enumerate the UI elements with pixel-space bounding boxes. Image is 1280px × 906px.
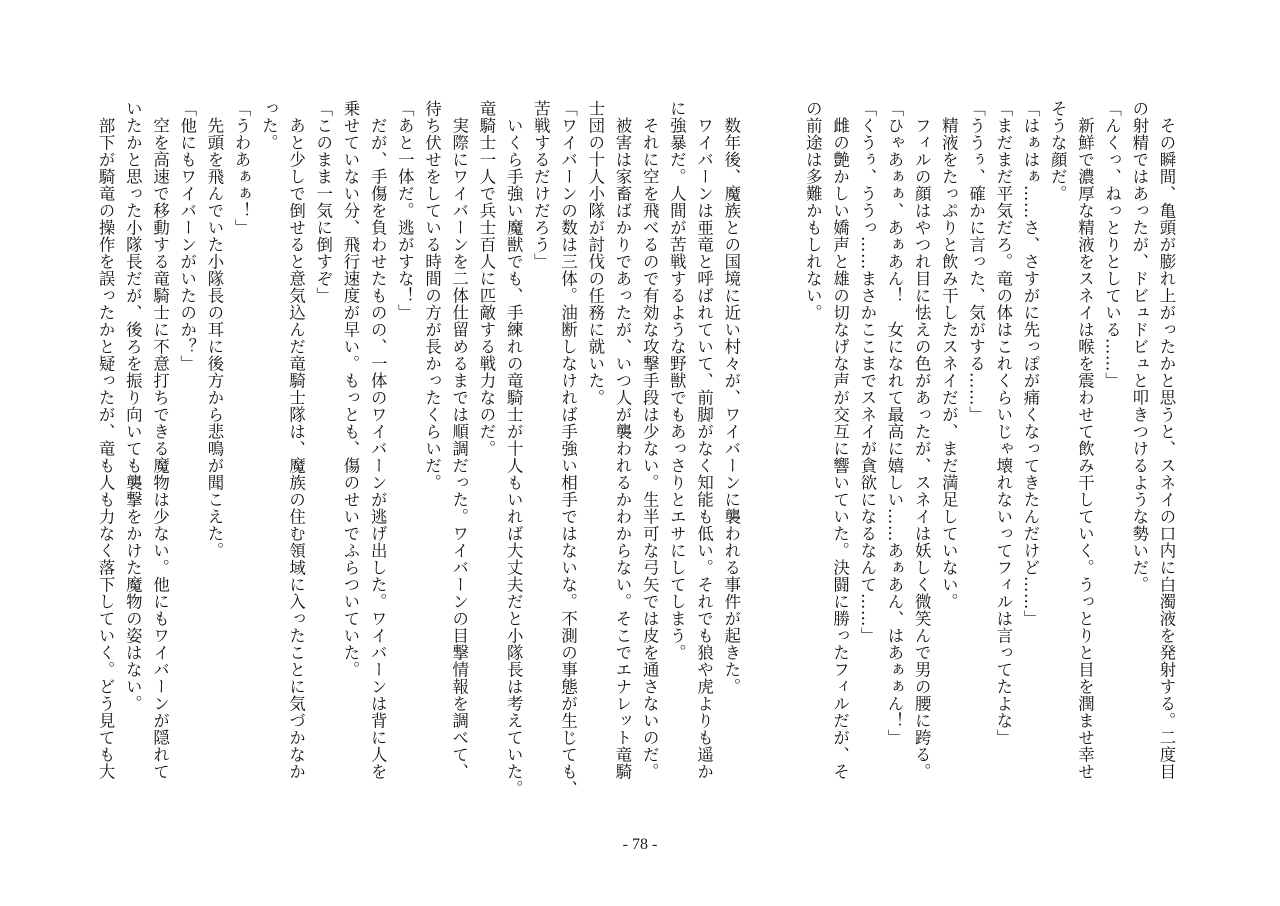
text-line: 苦戦するだけだろう」 bbox=[531, 100, 551, 270]
blank-line bbox=[745, 100, 772, 820]
text-line: 「うわあぁぁ！」 bbox=[232, 100, 252, 236]
text-line: 竜騎士一人で兵士百人に匹敵する戦力なのだ。 bbox=[476, 100, 496, 457]
text-line: 「くうぅ、ううっ……まさかここまでスネイが貪欲になるなんて……」 bbox=[857, 100, 877, 644]
text-line: いくら手強い魔獣でも、手練れの竜騎士が十人もいれば大丈夫だと小隊長は考えていた。 bbox=[504, 100, 524, 797]
text-line: った。 bbox=[259, 100, 279, 151]
text-line: 数年後、魔族との国境に近い村々が、ワイバーンに襲われる事件が起きた。 bbox=[721, 100, 741, 695]
text-line: 「まだまだ平気だろ。竜の体はこれくらいじゃ壊れないってフィルは言ってたよな」 bbox=[993, 100, 1013, 746]
text-line: 部下が騎竜の操作を誤ったかと疑ったが、竜も人も力なく落下していく。どう見ても大 bbox=[96, 100, 116, 780]
text-line: 士団の十人小隊が討伐の任務に就いた。 bbox=[585, 100, 605, 406]
text-line: の射精ではあったが、ドビュドビュと叩きつけるような勢いだ。 bbox=[1129, 100, 1149, 593]
text-line: いたかと思った小隊長だが、後ろを振り向いても襲撃をかけた魔物の姿はない。 bbox=[123, 100, 143, 712]
text-line: 空を高速で移動する竜騎士に不意打ちできる魔物は少ない。他にもワイバーンが隠れて bbox=[150, 100, 170, 780]
text-line: フィルの顔はやつれ目に怯えの色があったが、スネイは妖しく微笑んで男の腰に跨る。 bbox=[912, 100, 932, 780]
text-line: に強暴だ。人間が苦戦するような野獣でもあっさりとエサにしてしまう。 bbox=[667, 100, 687, 661]
text-line: 「んくっ、ねっとりとしている……」 bbox=[1102, 100, 1122, 389]
text-line: 「他にもワイバーンがいたのか？」 bbox=[177, 100, 197, 372]
text-line: 「ワイバーンの数は三体。油断しなければ手強い相手ではないな。不測の事態が生じても、 bbox=[558, 100, 578, 797]
text-line: 精液をたっぷりと飲み干したスネイだが、まだ満足していない。 bbox=[939, 100, 959, 610]
text-line: あと少しで倒せると意気込んだ竜騎士隊は、魔族の住む領域に入ったことに気づかなか bbox=[286, 100, 306, 780]
text-line: 先頭を飛んでいた小隊長の耳に後方から悲鳴が聞こえた。 bbox=[204, 100, 224, 559]
text-line: 「はぁはぁ……さ、さすがに先っぽが痛くなってきたんだけど……」 bbox=[1020, 100, 1040, 627]
blank-line bbox=[772, 100, 799, 820]
text-line: だが、手傷を負わせたものの、一体のワイバーンが逃げ出した。ワイバーンは背に人を bbox=[368, 100, 388, 780]
text-line: 「このまま一気に倒すぞ」 bbox=[313, 100, 333, 304]
text-line: それに空を飛べるので有効な攻撃手段は少ない。生半可な弓矢では皮を通さないのだ。 bbox=[640, 100, 660, 780]
vertical-text-body bbox=[96, 100, 1180, 820]
text-line: 実際にワイバーンを二体仕留めるまでは順調だった。ワイバーンの目撃情報を調べて、 bbox=[449, 100, 469, 780]
text-line: 新鮮で濃厚な精液をスネイは喉を震わせて飲み干していく。うっとりと目を潤ませ幸せ bbox=[1075, 100, 1095, 780]
text-line: の前途は多難かもしれない。 bbox=[803, 100, 823, 321]
text-line: 「あと一体だ。逃がすな！」 bbox=[395, 100, 415, 321]
text-line: 「ひゃあぁぁ、あぁあん！ 女になれて最高に嬉しい……あぁあん、はあぁぁん！」 bbox=[884, 100, 904, 746]
text-line: ワイバーンは亜竜と呼ばれていて、前脚がなく知能も低い。それでも狼や虎よりも遥か bbox=[694, 100, 714, 780]
text-line: 乗せていない分、飛行速度が早い。もっとも、傷のせいでふらついていた。 bbox=[340, 100, 360, 678]
text-line: そうな顔だ。 bbox=[1048, 100, 1068, 202]
text-line: 被害は家畜ばかりであったが、いつ人が襲われるかわからない。そこでエナレット竜騎 bbox=[612, 100, 632, 780]
text-line: その瞬間、亀頭が膨れ上がったかと思うと、スネイの口内に白濁液を発射する。二度目 bbox=[1157, 100, 1176, 780]
text-line: 雌の艶かしい嬌声と雄の切なげな声が交互に響いていた。決闘に勝ったフィルだが、そ bbox=[830, 100, 850, 780]
text-line: 待ち伏せをしている時間の方が長かったくらいだ。 bbox=[422, 100, 442, 491]
page-number: - 78 - bbox=[622, 836, 658, 853]
text-line: 「ううぅ、確かに言った、気がする……」 bbox=[966, 100, 986, 423]
